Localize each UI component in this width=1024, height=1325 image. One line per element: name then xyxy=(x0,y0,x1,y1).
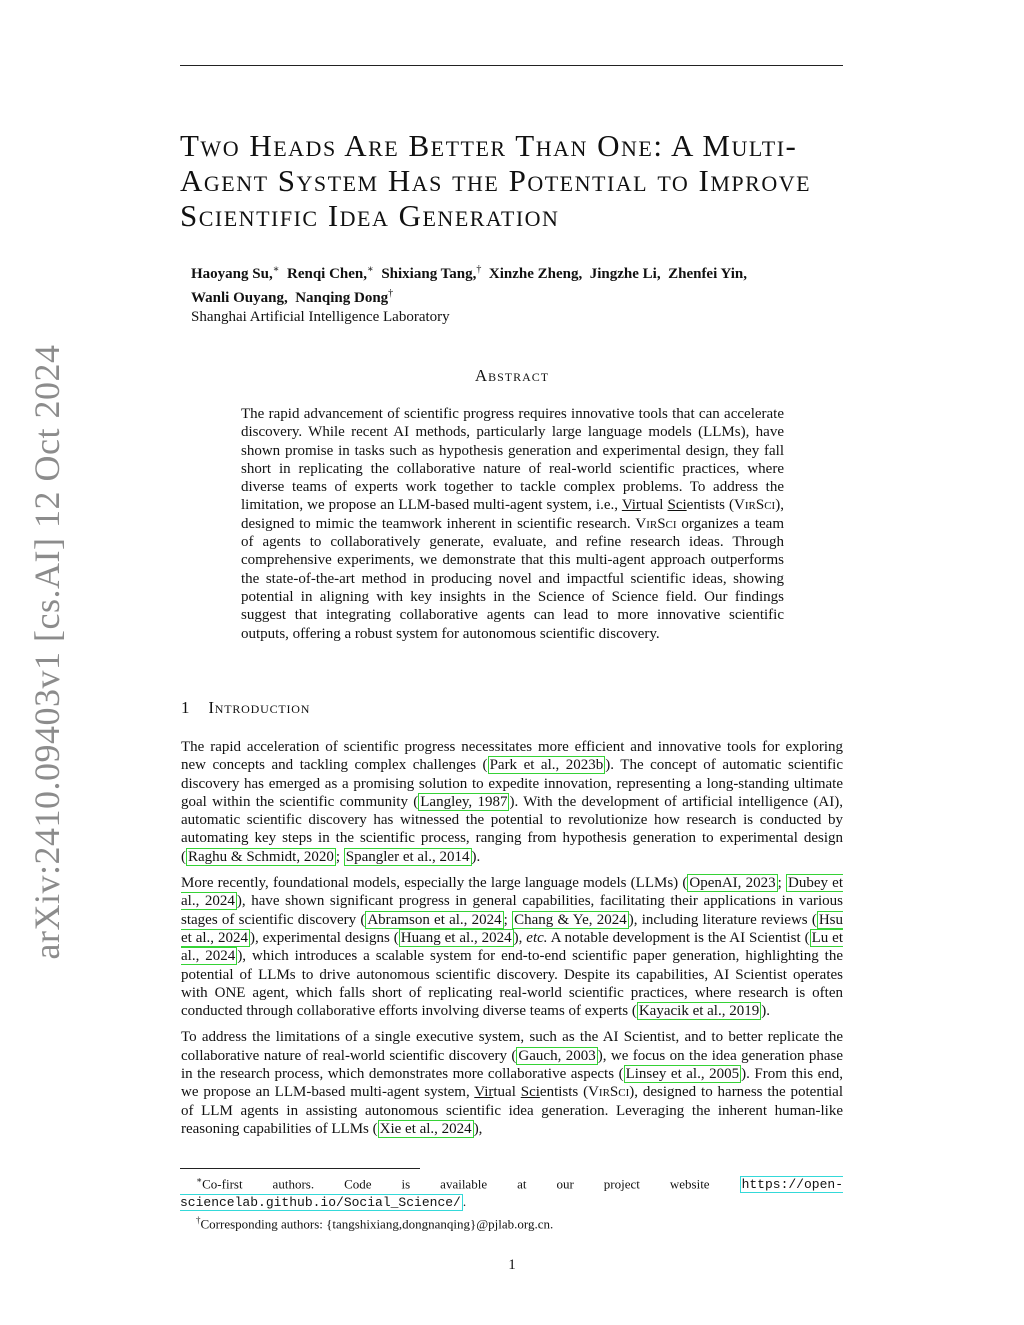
author-name: Shixiang Tang, xyxy=(381,266,477,282)
system-name: VirSci xyxy=(635,515,677,532)
author-line-1 xyxy=(191,260,831,284)
citation-link[interactable]: OpenAI, 2023 xyxy=(689,875,776,892)
body-text: ; xyxy=(503,911,513,928)
author-mark: ∗ xyxy=(367,264,374,275)
author-name: Xinzhe Zheng, xyxy=(488,266,583,282)
paper-title xyxy=(180,128,843,233)
author-name: Haoyang Su, xyxy=(191,266,273,282)
body-text: ), xyxy=(513,929,527,946)
body-text: ), we focus on the idea generation phase in the research process, which demonstrates more collaborative aspects ( xyxy=(181,1047,843,1083)
body-text: ). With the development of artificial intelligence (AI), automatic scientific discovery has witnessed the potential to revolutionize how research is conducted by automating key steps in the scientific process, ranging from hypothesis generation to experimental design ( xyxy=(181,793,844,865)
citation-link[interactable]: Chang & Ye, 2024 xyxy=(514,911,627,928)
citation-link[interactable]: Kayacik et al., 2019 xyxy=(638,1003,760,1020)
footnote-text: . xyxy=(462,1194,467,1210)
body-text: ; xyxy=(777,875,786,892)
citation-link[interactable]: Huang et al., 2024 xyxy=(400,929,512,946)
citation-link[interactable]: Xie et al., 2024 xyxy=(379,1120,472,1137)
acronym-underline: Sci xyxy=(667,497,687,514)
author-mark: ∗ xyxy=(272,264,280,275)
abstract-text: entists ( xyxy=(686,497,735,514)
footnote-1 xyxy=(180,1172,843,1211)
body-text: entists xyxy=(539,1084,579,1101)
title-line-3: Scientific Idea Generation xyxy=(180,198,560,233)
citation-link[interactable]: Spangler et al., 2014 xyxy=(345,848,470,865)
body-text: To address the limitations of a single executive system, such as the AI Scientist, and to better replicate the collaborative nature of real-world scientific discovery ( xyxy=(181,1029,843,1064)
body-text: ). xyxy=(471,848,481,865)
footnote-2 xyxy=(180,1212,843,1232)
author-name: Renqi Chen, xyxy=(287,266,368,282)
citation-link[interactable]: Park et al., 2023b xyxy=(489,757,604,774)
body-text: ), including literature reviews ( xyxy=(628,911,817,928)
body-text: ), experimental designs ( xyxy=(249,929,399,946)
abstract-text: ), designed to mimic the teamwork inherent in scientific research. xyxy=(241,497,784,532)
abstract-text: The rapid advancement of scientific progress requires innovative tools that can accelerate discovery. While recent AI methods, particularly large language models (LLMs), have shown promise in tasks such as hypothesis generation and experimental design, they fall short in replicating the collaborative nature of real-world scientific practices, where diverse teams of experts work together to tackle complex problems. To address the limitation, we propose an LLM-based multi-agent system, i.e., xyxy=(241,406,784,514)
title-line-1: Two Heads Are Better Than One: A Multi- xyxy=(180,128,798,163)
body-text: ), have shown significant progress in general capabilities, facilitating their applications in various stages of scientific discovery ( xyxy=(181,893,844,928)
section-title: Introduction xyxy=(208,698,311,717)
acronym-underline: Sci xyxy=(520,1084,540,1101)
footnote-rule xyxy=(180,1168,420,1169)
citation-link[interactable]: Linsey et al., 2005 xyxy=(625,1066,740,1083)
citation-link[interactable]: Raghu & Schmidt, 2020 xyxy=(188,848,334,865)
intro-paragraph-1 xyxy=(181,738,843,866)
body-text: ; xyxy=(335,848,344,865)
author-line-2 xyxy=(191,284,831,308)
acronym-underline: Vir xyxy=(621,497,641,514)
body-text: ( xyxy=(578,1084,589,1101)
author-mark: † xyxy=(476,264,482,275)
footnote-mark: † xyxy=(196,1215,201,1226)
abstract-text: tual xyxy=(640,497,668,514)
title-line-2: Agent System Has the Potential to Improve xyxy=(180,163,812,198)
body-text: A notable development is the AI Scientist ( xyxy=(547,929,810,946)
footnote-text: Corresponding authors: {tangshixiang,dongnanqing}@pjlab.org.cn. xyxy=(200,1216,554,1232)
abstract-body xyxy=(241,405,784,643)
body-text: ), xyxy=(473,1120,483,1137)
section-number: 1 xyxy=(181,698,191,717)
body-text: More recently, foundational models, especially the large language models (LLMs) ( xyxy=(181,875,688,892)
body-text: ), which introduces a scalable system for end-to-end scientific paper generation, highlighting the potential of LLMs to drive autonomous scientific discovery. Despite its capabilities, AI Scientist operates with ONE agent, which falls short of replicating real-world scientific practices, where research is often conducted through collaborative efforts involving diverse teams of experts ( xyxy=(181,948,844,1020)
acronym-underline: Vir xyxy=(474,1084,494,1101)
system-name: VirSci xyxy=(734,497,776,514)
author-name: Wanli Ouyang, xyxy=(191,290,288,306)
top-rule xyxy=(180,65,843,66)
abstract-heading: Abstract xyxy=(474,366,550,385)
author-name: Zhenfei Yin, xyxy=(668,266,747,282)
project-website-link[interactable]: https://open-sciencelab.github.io/Social_Science/ xyxy=(180,1177,843,1211)
citation-link[interactable]: Gauch, 2003 xyxy=(518,1047,596,1064)
affiliation: Shanghai Artificial Intelligence Laboratory xyxy=(191,309,450,325)
introduction-body xyxy=(181,738,843,1146)
body-text: tual xyxy=(493,1084,521,1101)
section-heading xyxy=(181,698,310,718)
citation-link[interactable]: Hsu et al., 2024 xyxy=(181,911,843,946)
body-text: ). The concept of automatic scientific discovery has emerged as a promising solution to expedite innovation, representing a long-standing ultimate goal within the scientific community ( xyxy=(181,757,843,810)
author-block xyxy=(191,260,831,327)
citation-link[interactable]: Langley, 1987 xyxy=(420,793,508,810)
body-text: ). xyxy=(761,1003,770,1020)
body-text: ), designed to harness the potential of LLM agents in assisting autonomous scientific idea generation. Leveraging the inherent human-like reasoning capabilities of LLMs ( xyxy=(181,1084,844,1137)
author-name: Nanqing Dong xyxy=(295,290,389,306)
citation-link[interactable]: Lu et al., 2024 xyxy=(181,929,843,965)
system-name: VirSci xyxy=(588,1084,630,1101)
footnotes xyxy=(180,1172,843,1233)
author-mark: † xyxy=(388,288,394,299)
arxiv-id: arXiv:2410.09403v1 [cs.AI] 12 Oct 2024 xyxy=(27,344,67,960)
footnote-text: Co-first authors. Code is available at our project website xyxy=(202,1176,740,1192)
citation-link[interactable]: Dubey et al., 2024 xyxy=(181,875,844,910)
citation-link[interactable]: Abramson et al., 2024 xyxy=(367,911,502,928)
body-text-italic: etc. xyxy=(526,929,548,946)
author-name: Jingzhe Li, xyxy=(589,266,661,282)
body-text: ). From this end, we propose an LLM-based multi-agent system, xyxy=(181,1066,843,1101)
abstract-text: organizes a team of agents to collaboratively generate, evaluate, and refine research ideas. Through comprehensive experiments, we demonstrate that this multi-agent approach outperforms the state-of-the-art method in producing novel and impactful scientific ideas, showing potential in aligning with key insights in the Science of Science field. Our findings suggest that integrating collaborative agents can lead to more innovative scientific outputs, offering a robust system for autonomous scientific discovery. xyxy=(241,515,784,642)
intro-paragraph-2 xyxy=(181,874,843,1020)
page-number: 1 xyxy=(508,1257,516,1273)
intro-paragraph-3 xyxy=(181,1028,843,1138)
footnote-mark: ∗ xyxy=(196,1175,203,1185)
abstract-paragraph xyxy=(241,405,784,643)
body-text: The rapid acceleration of scientific progress necessitates more efficient and innovative tools for exploring new concepts and tackling complex challenges ( xyxy=(181,739,843,774)
